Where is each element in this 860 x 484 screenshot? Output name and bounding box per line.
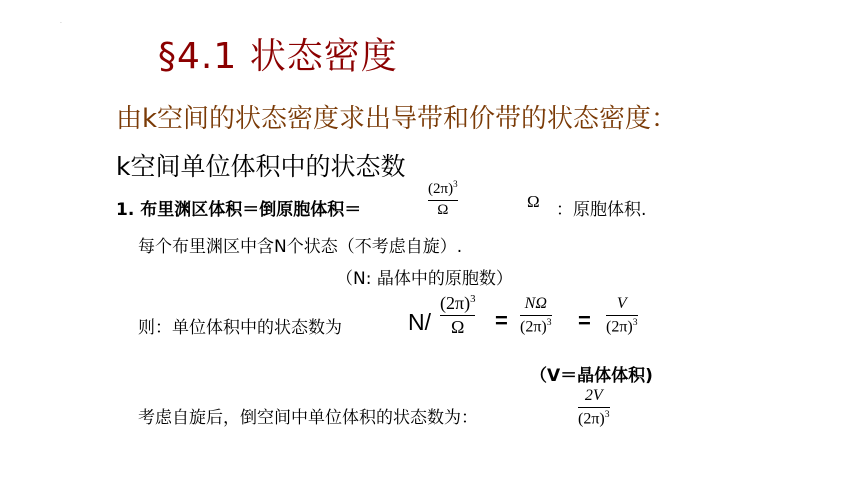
item4-fraction-2-denominator: $(2\pi)^3$ [520, 316, 552, 336]
fraction-bar [440, 315, 475, 316]
subtitle: 由k空间的状态密度求出导带和价带的状态密度： [116, 104, 678, 134]
n-slash: N/ [408, 309, 431, 335]
item2-text: 每个布里渊区中含N个状态（不考虑自旋）. [138, 237, 463, 257]
item4-fraction-1 [440, 294, 475, 337]
item3-text: （N: 晶体中的原胞数） [336, 269, 513, 289]
equals-sign-2: = [578, 308, 591, 333]
fraction-bar [606, 315, 638, 316]
slide-title: §4.1 状态密度 [158, 36, 398, 77]
item4-fraction-1-denominator: Ω [451, 316, 465, 337]
item1-text: 1. 布里渊区体积＝倒原胞体积＝ [116, 200, 362, 220]
item4-prefix: 则：单位体积中的状态数为 [138, 318, 342, 338]
item1-fraction [428, 180, 458, 219]
fraction-bar [578, 407, 610, 408]
section-heading: k空间单位体积中的状态数 [116, 152, 406, 181]
item4-fraction-3 [606, 296, 638, 336]
fraction-bar [520, 315, 552, 316]
item4-fraction-1-numerator: $(2\pi)^3$ [440, 293, 476, 313]
fraction-bar [428, 200, 458, 201]
item6-text: 考虑自旋后，倒空间中单位体积的状态数为： [138, 408, 478, 428]
item4-fraction-2 [520, 296, 552, 336]
item1-fraction-denominator: Ω [437, 201, 449, 218]
item6-fraction-numerator: 2V [584, 387, 603, 404]
omega-symbol: Ω [527, 192, 540, 211]
item6-fraction-denominator: $(2\pi)^3$ [578, 408, 610, 428]
item6-fraction [578, 388, 610, 428]
item1-fraction-numerator: $(2\pi)^3$ [428, 179, 458, 197]
equals-sign-1: = [495, 308, 508, 333]
item5-text: （V＝晶体体积) [530, 366, 653, 386]
decorative-dot: · [60, 20, 62, 27]
item4-fraction-2-numerator: NΩ [524, 295, 547, 312]
item4-fraction-3-numerator: V [616, 295, 627, 312]
item4-fraction-3-denominator: $(2\pi)^3$ [606, 316, 638, 336]
omega-description: ：原胞体积. [556, 200, 647, 220]
